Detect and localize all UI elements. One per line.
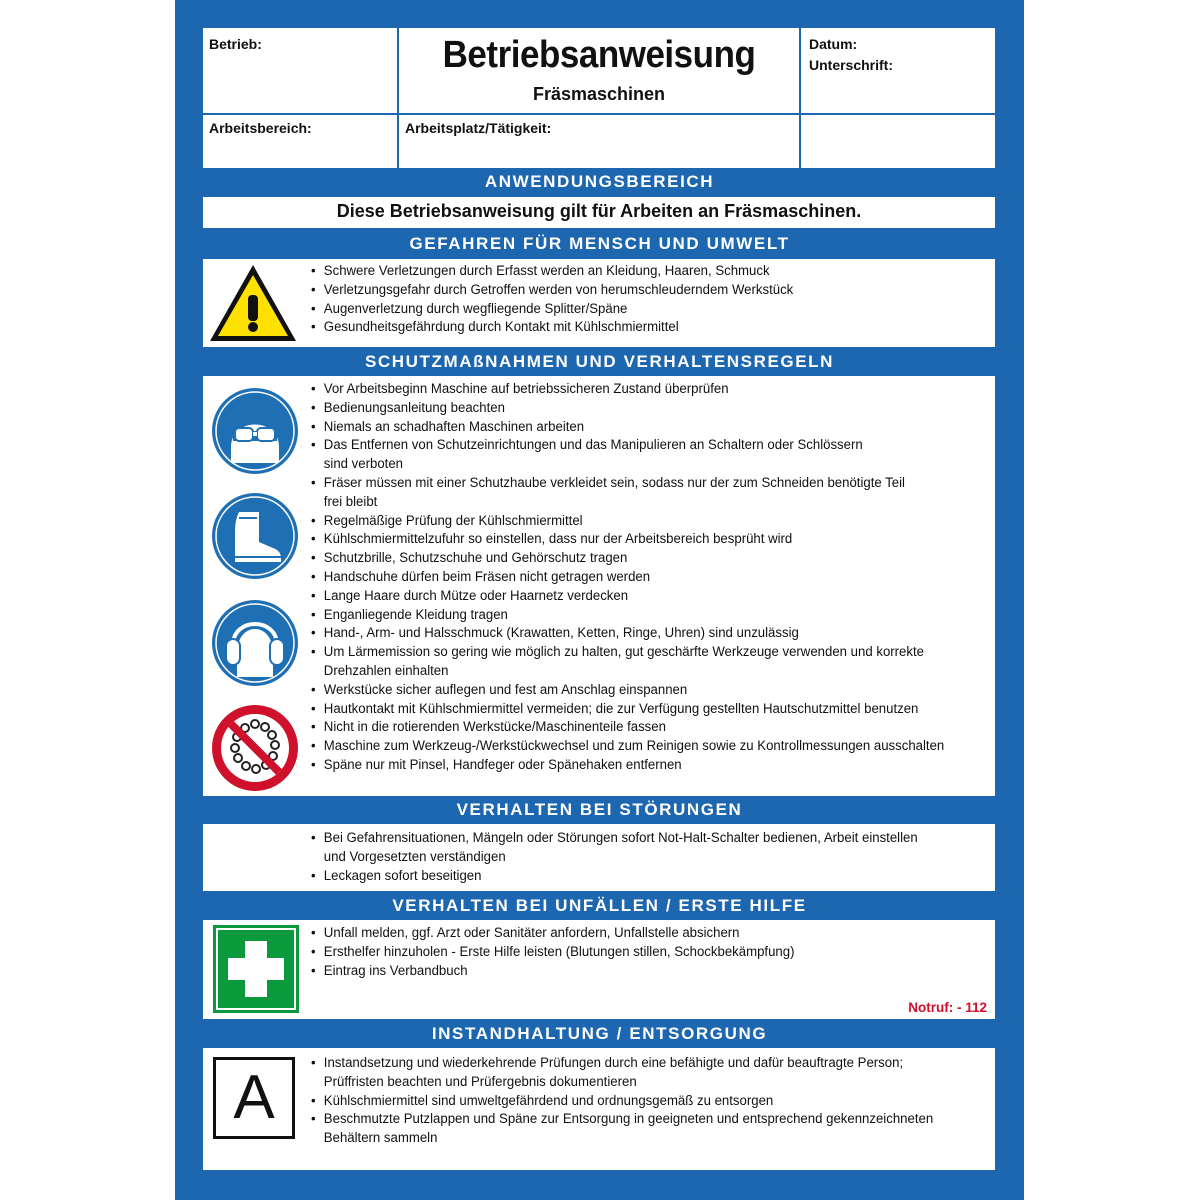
list-item: • Augenverletzung durch wegfliegende Splitter/Späne [311, 300, 793, 319]
list-item: • Nicht in die rotierenden Werkstücke/Maschinenteile fassen [311, 718, 944, 737]
hazards-box [203, 259, 995, 347]
list-item: • Kühlschmiermittel sind umweltgefährdend und ordnungsgemäß zu entsorgen [311, 1092, 933, 1111]
list-item: • Fräser müssen mit einer Schutzhaube verkleidet sein, sodass nur der zum Schneiden benötigte Teil [311, 474, 944, 493]
accidents-box [203, 920, 995, 1019]
list-item: • Vor Arbeitsbeginn Maschine auf betriebssicheren Zustand überprüfen [311, 380, 944, 399]
list-item: • Kühlschmiermittelzufuhr so einstellen, dass nur der Arbeitsbereich besprüht wird [311, 530, 944, 549]
list-item: • Späne nur mit Pinsel, Handfeger oder Spänehaken entfernen [311, 756, 944, 775]
list-item: • Beschmutzte Putzlappen und Späne zur Entsorgung in geeigneten und entsprechend gekennzeichneten [311, 1110, 933, 1129]
goggles-icon [211, 387, 299, 475]
section-heading-maintenance: INSTANDHALTUNG / ENTSORGUNG [431, 1024, 768, 1043]
section-heading-scope: ANWENDUNGSBEREICH [484, 172, 715, 191]
maintenance-list [311, 1054, 933, 1148]
unterschrift-label: Unterschrift: [809, 57, 894, 73]
betrieb-label: Betrieb: [209, 36, 262, 52]
list-item: • Bei Gefahrensituationen, Mängeln oder Störungen sofort Not-Halt-Schalter bedienen, Arbeit einstellen [311, 829, 918, 848]
accidents-list [311, 924, 794, 980]
arbeitsplatz-label: Arbeitsplatz/Tätigkeit: [405, 120, 552, 136]
header-table [203, 28, 995, 168]
protection-list [311, 380, 944, 775]
list-item: sind verboten [323, 456, 404, 472]
malfunctions-list [311, 829, 918, 885]
list-item: • Niemals an schadhaften Maschinen arbeiten [311, 418, 944, 437]
section-heading-malfunctions: VERHALTEN BEI STÖRUNGEN [456, 800, 743, 819]
scope-box [203, 197, 995, 228]
list-item: • Um Lärmemission so gering wie möglich zu halten, gut geschärfte Werkzeuge verwenden und korrekte [311, 643, 944, 662]
list-item: • Leckagen sofort beseitigen [311, 867, 918, 886]
list-item: • Instandsetzung und wiederkehrende Prüfungen durch eine befähigte und dafür beauftragte Person; [311, 1054, 933, 1073]
section-heading-hazards: GEFAHREN FÜR MENSCH UND UMWELT [409, 234, 790, 253]
list-item: • Schutzbrille, Schutzschuhe und Gehörschutz tragen [311, 549, 944, 568]
header-divider [799, 28, 801, 168]
instruction-sheet [175, 0, 1024, 1200]
list-item: Behältern sammeln [323, 1130, 438, 1146]
safety-boot-icon [211, 492, 299, 580]
header-divider [203, 113, 995, 115]
list-item: • Unfall melden, ggf. Arzt oder Sanitäter anfordern, Unfallstelle absichern [311, 924, 794, 943]
list-item: • Hand-, Arm- und Halsschmuck (Krawatten, Ketten, Ringe, Uhren) sind unzulässig [311, 624, 944, 643]
section-heading-protection: SCHUTZMAßNAHMEN UND VERHALTENSREGELN [364, 352, 835, 371]
list-item: • Bedienungsanleitung beachten [311, 399, 944, 418]
first-aid-icon [213, 925, 299, 1013]
scope-text: Diese Betriebsanweisung gilt für Arbeiten an Fräsmaschinen. [336, 201, 862, 221]
list-item: • Verletzungsgefahr durch Getroffen werden von herumschleuderndem Werkstück [311, 281, 793, 300]
list-item: • Handschuhe dürfen beim Fräsen nicht getragen werden [311, 568, 944, 587]
list-item: • Lange Haare durch Mütze oder Haarnetz verdecken [311, 587, 944, 606]
page-title: Betriebsanweisung [442, 34, 756, 76]
ear-protection-icon [211, 599, 299, 687]
list-item: • Eintrag ins Verbandbuch [311, 962, 794, 981]
section-heading-accidents: VERHALTEN BEI UNFÄLLEN / ERSTE HILFE [392, 896, 807, 915]
list-item: und Vorgesetzten verständigen [323, 848, 506, 864]
title-cell [399, 28, 799, 113]
no-jewelry-icon [211, 704, 299, 792]
warning-triangle-icon [208, 263, 298, 343]
list-item: Prüffristen beachten und Prüfergebnis dokumentieren [323, 1073, 637, 1089]
list-item: • Hautkontakt mit Kühlschmiermittel vermeiden; die zur Verfügung gestellten Hautschutzmittel benutzen [311, 700, 944, 719]
hazards-list [311, 262, 793, 337]
list-item: • Das Entfernen von Schutzeinrichtungen und das Manipulieren an Schaltern oder Schlössern [311, 436, 944, 455]
list-item: • Ersthelfer hinzuholen - Erste Hilfe leisten (Blutungen stillen, Schockbekämpfung) [311, 943, 794, 962]
list-item: Drehzahlen einhalten [323, 662, 449, 678]
emergency-number: Notruf: - 112 [908, 1000, 987, 1015]
list-item: • Enganliegende Kleidung tragen [311, 606, 944, 625]
protection-box [203, 376, 995, 796]
arbeitsbereich-label: Arbeitsbereich: [209, 120, 312, 136]
waste-category-letter: A [233, 1063, 275, 1132]
list-item: • Werkstücke sicher auflegen und fest am Anschlag einspannen [311, 681, 944, 700]
waste-category-a-icon [213, 1057, 295, 1139]
malfunctions-box [203, 824, 995, 891]
list-item: • Schwere Verletzungen durch Erfasst werden an Kleidung, Haaren, Schmuck [311, 262, 793, 281]
list-item: frei bleibt [323, 493, 378, 509]
list-item: • Maschine zum Werkzeug-/Werkstückwechsel und zum Reinigen sowie zu Kontrollmessungen ausschalten [311, 737, 944, 756]
datum-label: Datum: [809, 36, 858, 52]
list-item: • Gesundheitsgefährdung durch Kontakt mit Kühlschmiermittel [311, 318, 793, 337]
maintenance-box [203, 1048, 995, 1170]
page-subtitle: Fräsmaschinen [532, 84, 666, 104]
list-item: • Regelmäßige Prüfung der Kühlschmiermittel [311, 512, 944, 531]
